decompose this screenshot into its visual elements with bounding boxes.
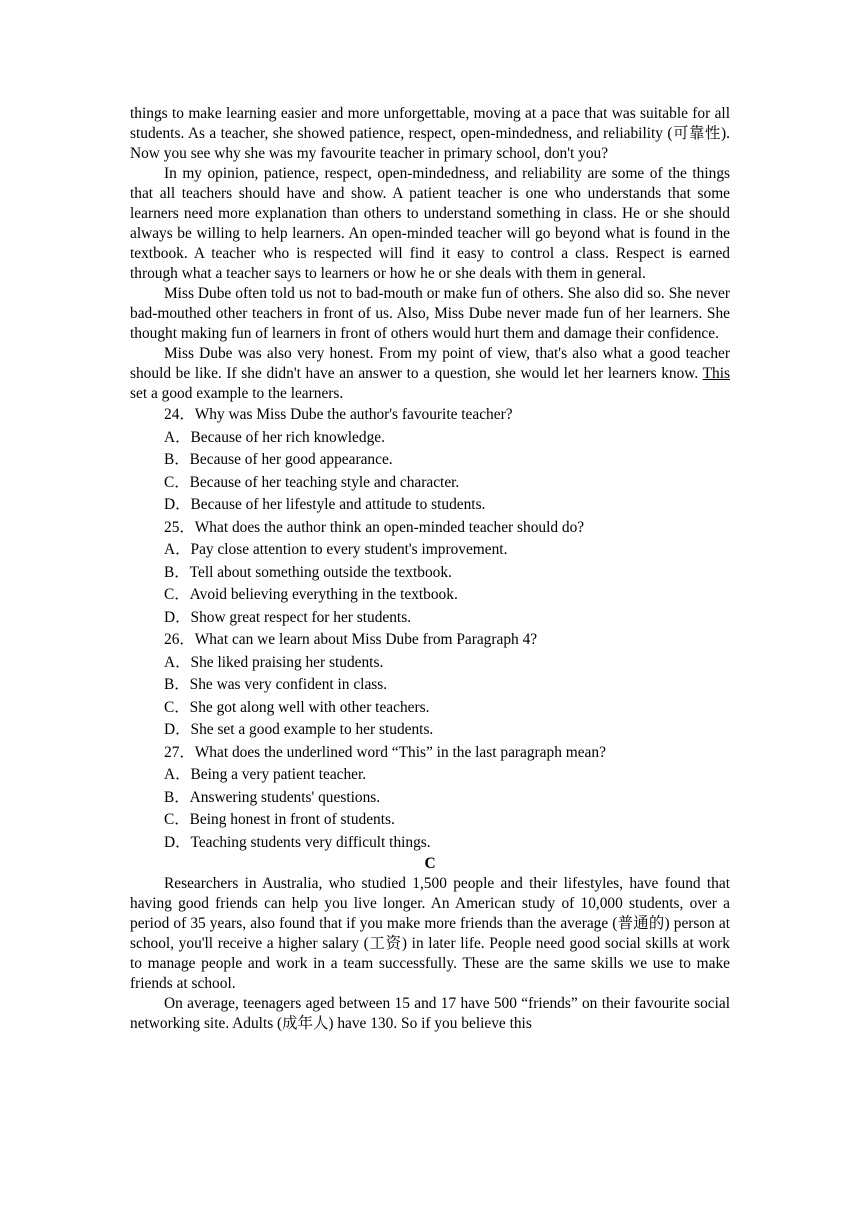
paragraph-4-text: Miss Dube was also very honest. From my point of view, that's also what a good teacher should be like. If she didn't have an answer to a question, she would let her learners know.	[130, 345, 730, 382]
option-d: D．Because of her lifestyle and attitude to students.	[164, 496, 486, 513]
question-26	[130, 629, 730, 742]
option-b: B．Tell about something outside the textbook.	[164, 563, 452, 581]
section-c-paragraph-2: On average, teenagers aged between 15 and 17 have 500 “friends” on their favourite social networking site. Adults (成年人) have 130. So if you believe this	[130, 995, 730, 1032]
option-c: C．She got along well with other teachers.	[164, 698, 430, 716]
paragraph-4-text-end: set a good example to the learners.	[130, 385, 344, 402]
section-c-paragraph-1: Researchers in Australia, who studied 1,500 people and their lifestyles, have found that having good friends can help you live longer. An American study of 10,000 students, over a period of 35 years, also found that if you make more friends than the average (普通的) person at school, you'll receive a higher salary (工资) in later life. People need good social skills at work to manage people and work in a team successfully. These are the same skills we use to make friends at school.	[130, 875, 730, 992]
section-heading: C	[424, 855, 436, 872]
option-b: B．Because of her good appearance.	[164, 451, 393, 468]
option-a: A．Because of her rich knowledge.	[164, 428, 385, 446]
question-stem: 27．What does the underlined word “This” in the last paragraph mean?	[164, 743, 606, 761]
document-page	[130, 104, 730, 1034]
question-stem: 26．What can we learn about Miss Dube from Paragraph 4?	[164, 631, 538, 648]
question-27	[130, 742, 730, 855]
passage-paragraph-3: Miss Dube often told us not to bad-mouth or make fun of others. She also did so. She never bad-mouthed other teachers in front of us. Also, Miss Dube never made fun of her learners. She thought making fun of learners in front of others would hurt them and damage their confidence.	[130, 285, 730, 342]
question-25	[130, 517, 730, 630]
passage-paragraph-2: In my opinion, patience, respect, open-mindedness, and reliability are some of the things that all teachers should have and show. A patient teacher is one who understands that some learners need more explanation than others to understand something in class. He or she should always be willing to help learners. An open-minded teacher will go beyond what is found in the textbook. A teacher who is respected will find it easy to control a class. Respect is earned through what a teacher says to learners or how he or she deals with them in general.	[130, 165, 730, 282]
option-a: A．Pay close attention to every student's improvement.	[164, 541, 508, 558]
option-d: D．She set a good example to her students.	[164, 721, 434, 738]
option-d: D．Show great respect for her students.	[164, 608, 412, 626]
option-a: A．Being a very patient teacher.	[164, 766, 367, 783]
underlined-word: This	[702, 365, 730, 382]
question-stem: 25．What does the author think an open-minded teacher should do?	[164, 518, 585, 536]
option-c: C．Being honest in front of students.	[164, 811, 395, 828]
option-c: C．Because of her teaching style and character.	[164, 473, 460, 491]
question-stem: 24．Why was Miss Dube the author's favourite teacher?	[164, 406, 513, 423]
question-24	[130, 404, 730, 517]
option-b: B．She was very confident in class.	[164, 676, 388, 693]
option-a: A．She liked praising her students.	[164, 653, 384, 671]
option-c: C．Avoid believing everything in the textbook.	[164, 586, 458, 603]
option-d: D．Teaching students very difficult things.	[164, 833, 431, 851]
passage-paragraph-1: things to make learning easier and more unforgettable, moving at a pace that was suitable for all students. As a teacher, she showed patience, respect, open-mindedness, and reliability (可靠性). Now you see why she was my favourite teacher in primary school, don't you?	[130, 105, 730, 162]
option-b: B．Answering students' questions.	[164, 788, 381, 806]
passage-paragraph-4	[130, 344, 730, 404]
